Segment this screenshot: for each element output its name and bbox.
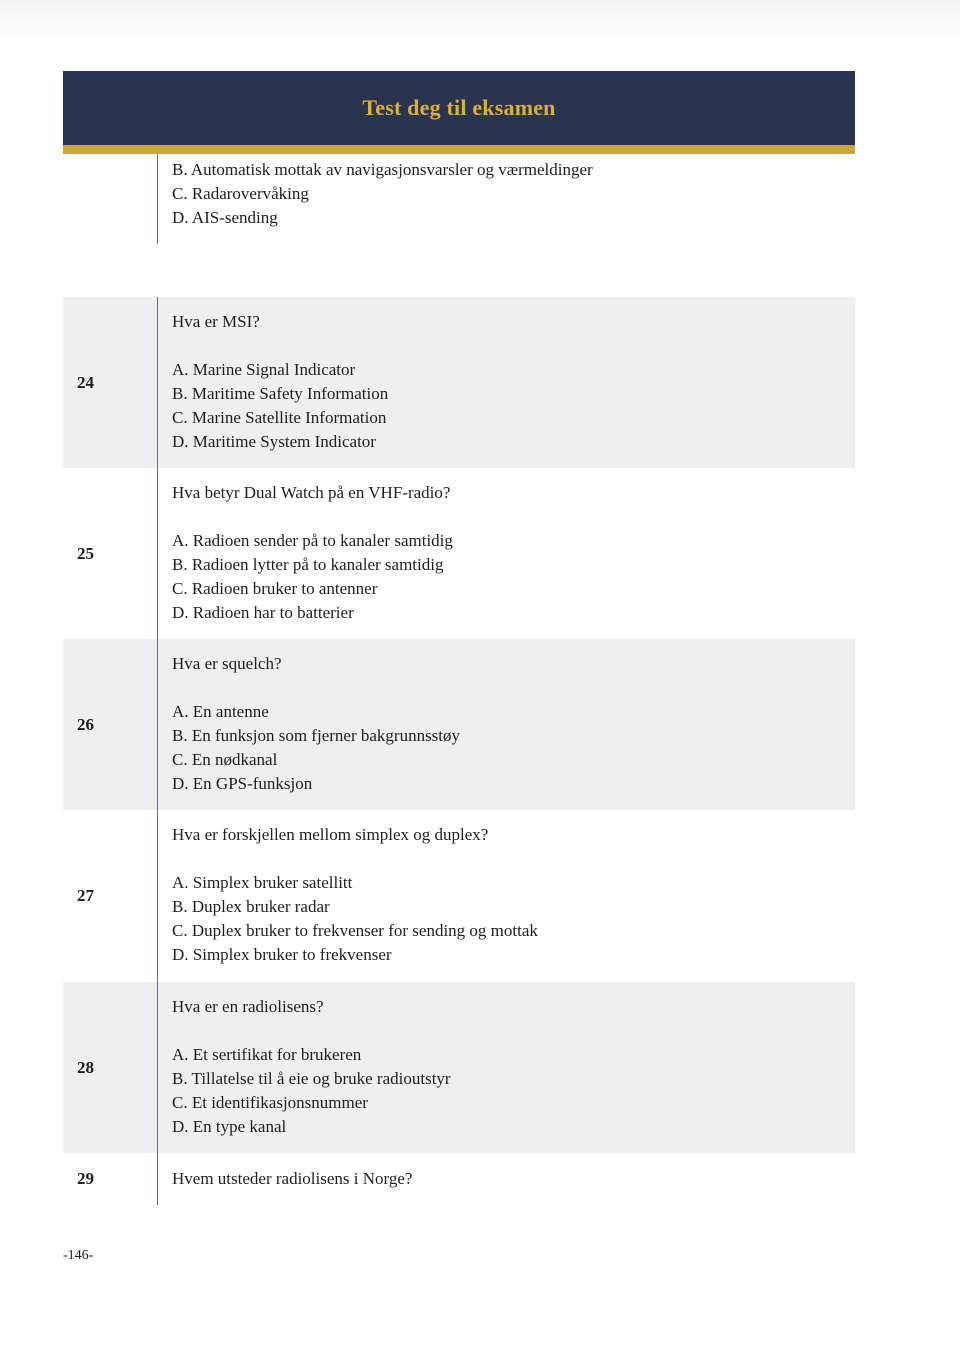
page-title: Test deg til eksamen — [362, 95, 556, 120]
question-row-25 — [63, 468, 855, 639]
question-row-29 — [63, 1153, 855, 1205]
option-d: D. Radioen har to batterier — [172, 603, 354, 622]
question-body — [172, 310, 388, 454]
column-divider — [157, 810, 158, 982]
option-c: C. Et identifikasjonsnummer — [172, 1093, 368, 1112]
question-number: 25 — [77, 543, 94, 563]
option-d: D. En type kanal — [172, 1117, 287, 1136]
question-body — [172, 1167, 412, 1191]
question-body — [172, 481, 453, 625]
continued-question — [63, 154, 855, 244]
question-number: 29 — [77, 1169, 94, 1188]
question-text: Hva er en radiolisens? — [172, 997, 324, 1016]
column-divider — [157, 982, 158, 1153]
question-body — [172, 823, 538, 967]
option-b: B. Maritime Safety Information — [172, 384, 389, 403]
option-b: B. Radioen lytter på to kanaler samtidig — [172, 555, 444, 574]
option-a: A. Marine Signal Indicator — [172, 360, 356, 379]
option-b: B. Tillatelse til å eie og bruke radioutstyr — [172, 1069, 451, 1088]
option-a: A. Radioen sender på to kanaler samtidig — [172, 531, 453, 550]
option-d: D. AIS-sending — [172, 208, 278, 227]
question-row-27 — [63, 810, 855, 982]
question-text: Hva er MSI? — [172, 312, 260, 331]
question-row-26 — [63, 639, 855, 810]
question-row-28 — [63, 982, 855, 1153]
option-d: D. Simplex bruker to frekvenser — [172, 945, 392, 964]
option-a: A. En antenne — [172, 702, 269, 721]
column-divider — [157, 639, 158, 810]
header-accent-bar — [63, 145, 855, 154]
column-divider — [157, 154, 158, 244]
question-number: 27 — [77, 886, 94, 905]
option-a: A. Simplex bruker satellitt — [172, 873, 353, 892]
page-header — [63, 71, 855, 145]
question-text: Hvem utsteder radiolisens i Norge? — [172, 1169, 413, 1188]
option-c: C. Duplex bruker to frekvenser for sending og mottak — [172, 921, 538, 940]
option-list — [172, 158, 593, 230]
top-shade — [0, 0, 960, 40]
question-text: Hva betyr Dual Watch på en VHF-radio? — [172, 483, 451, 502]
option-b: B. Duplex bruker radar — [172, 897, 330, 916]
question-text: Hva er forskjellen mellom simplex og duplex? — [172, 825, 489, 844]
option-d: D. Maritime System Indicator — [172, 432, 376, 451]
option-a: A. Et sertifikat for brukeren — [172, 1045, 362, 1064]
question-text: Hva er squelch? — [172, 654, 282, 673]
column-divider — [157, 468, 158, 639]
question-number: 26 — [77, 714, 94, 734]
option-b: B. En funksjon som fjerner bakgrunnsstøy — [172, 726, 461, 745]
page-number: -146- — [63, 1248, 94, 1263]
question-number: 28 — [77, 1057, 94, 1077]
option-c: C. Radioen bruker to antenner — [172, 579, 378, 598]
option-d: D. En GPS-funksjon — [172, 774, 313, 793]
question-body — [172, 995, 451, 1139]
option-c: C. Radarovervåking — [172, 184, 309, 203]
question-body — [172, 652, 460, 796]
option-b: B. Automatisk mottak av navigasjonsvarsler og værmeldinger — [172, 160, 593, 179]
option-c: C. En nødkanal — [172, 750, 278, 769]
column-divider — [157, 297, 158, 468]
column-divider — [157, 1153, 158, 1205]
question-number: 24 — [77, 372, 94, 392]
option-c: C. Marine Satellite Information — [172, 408, 387, 427]
question-row-24 — [63, 297, 855, 468]
